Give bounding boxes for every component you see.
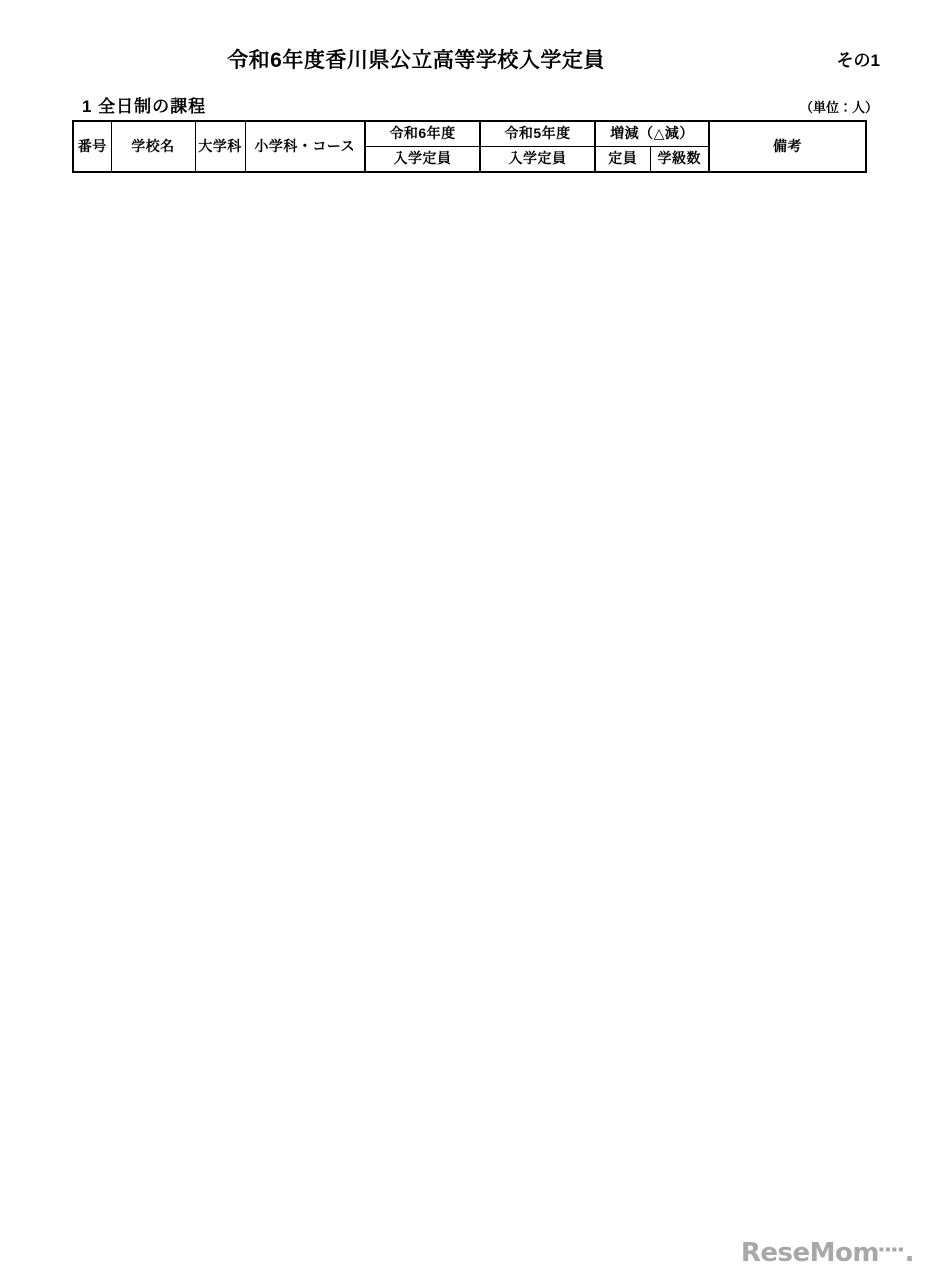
header-change-capacity: 定員 [595,147,650,173]
page-title-text: 令和6年度香川県公立高等学校入学定員 [227,49,605,72]
header-change-group: 増減（△減） [595,121,709,147]
enrollment-table-wrapper [72,120,865,173]
section-title: 1 全日制の課程 [82,97,207,116]
header-change-classes: 学級数 [650,147,709,173]
watermark-text: ReseMom [740,1238,879,1268]
header-year-r6: 令和6年度 [365,121,480,147]
table-header [73,121,866,172]
header-row-top [73,121,866,147]
header-major: 大学科 [195,121,245,172]
enrollment-table [72,120,867,173]
header-school: 学校名 [111,121,195,172]
header-year-r5: 令和5年度 [480,121,595,147]
header-course: 小学科・コース [245,121,365,172]
watermark-mark: ▪▪▪▪ [878,1244,905,1254]
header-no: 番号 [73,121,111,172]
resemom-watermark: ReseMom▪▪▪▪. [740,1238,914,1268]
header-note: 備考 [709,121,866,172]
header-capacity-r5: 入学定員 [480,147,595,173]
header-capacity-r6: 入学定員 [365,147,480,173]
sheet-number: その1 [836,51,880,70]
unit-note: （単位：人） [799,100,878,115]
page-title [0,44,936,74]
